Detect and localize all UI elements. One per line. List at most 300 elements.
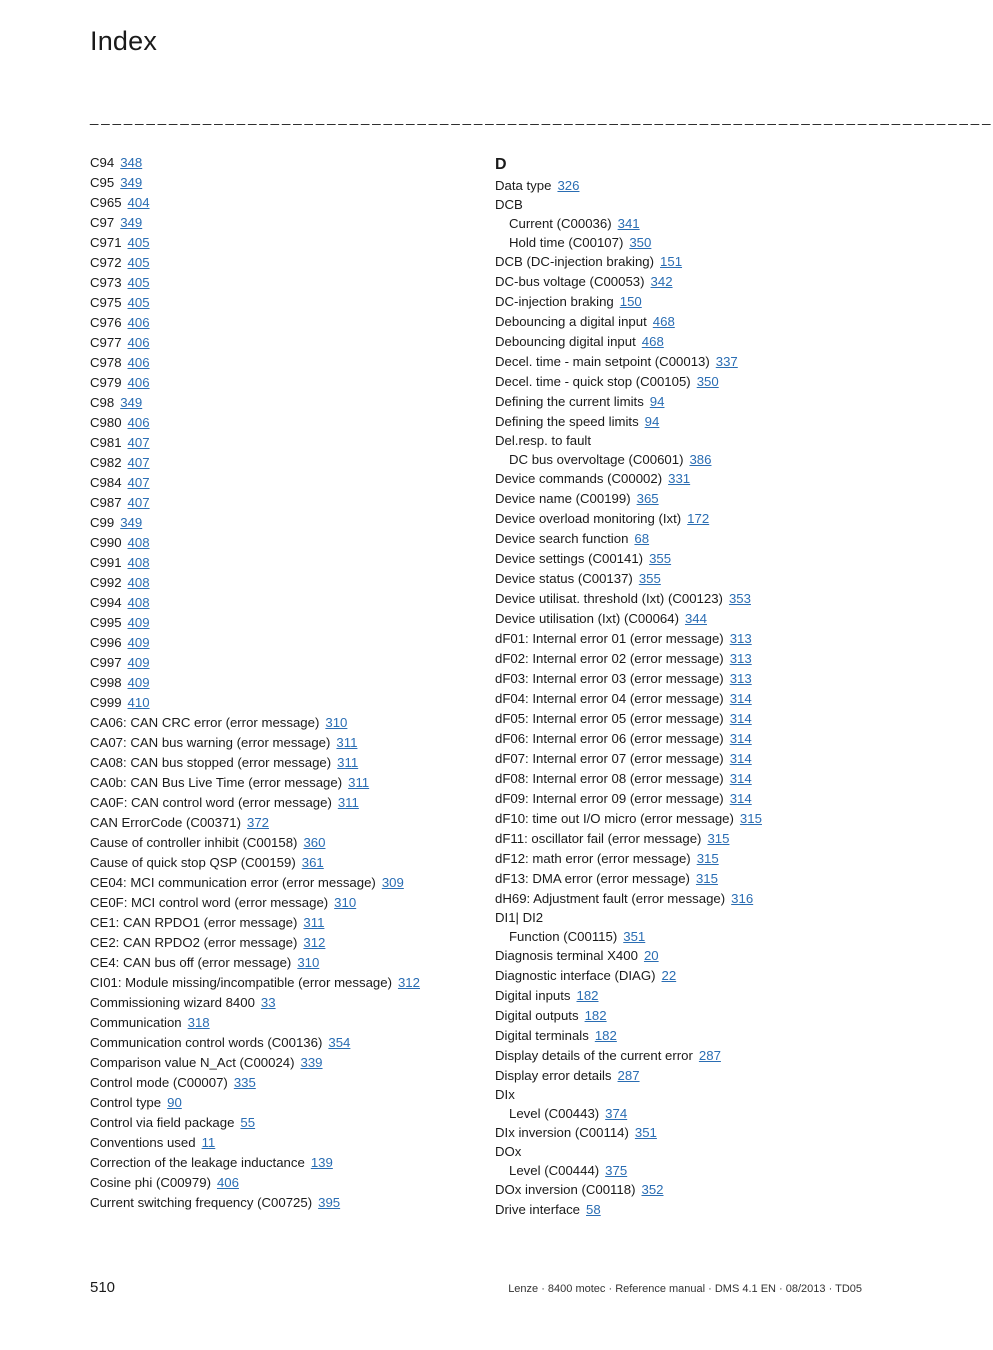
index-entry-text: Decel. time - main setpoint (C00013) xyxy=(495,354,710,369)
index-entry xyxy=(495,889,875,909)
page-link[interactable]: 409 xyxy=(127,615,150,630)
index-entry xyxy=(495,292,875,312)
index-entry xyxy=(90,1113,470,1133)
page-link[interactable]: 349 xyxy=(120,175,143,190)
index-entry-text: CE0F: MCI control word (error message) xyxy=(90,895,329,910)
index-entry xyxy=(90,1193,470,1213)
header-rule: ________________________________________________________________________________ xyxy=(90,109,993,126)
page-link[interactable]: 468 xyxy=(641,334,664,349)
index-entry xyxy=(90,973,470,993)
index-entry-text: dF10: time out I/O micro (error message) xyxy=(495,811,734,826)
index-entry xyxy=(90,853,470,873)
page-link[interactable]: 313 xyxy=(729,671,752,686)
index-entry xyxy=(495,509,875,529)
index-entry-text: C991 xyxy=(90,555,122,570)
index-entry-text: dF11: oscillator fail (error message) xyxy=(495,831,702,846)
page-link[interactable]: 408 xyxy=(127,575,150,590)
index-entry-text: C999 xyxy=(90,695,122,710)
index-entry-text: DI1| DI2 xyxy=(495,910,544,925)
index-entry xyxy=(495,769,875,789)
index-entry xyxy=(495,312,875,332)
index-entry-text: dF09: Internal error 09 (error message) xyxy=(495,791,724,806)
index-entry-text: dF07: Internal error 07 (error message) xyxy=(495,751,724,766)
index-entry-text: Debouncing digital input xyxy=(495,334,636,349)
index-entry-text: Control mode (C00007) xyxy=(90,1075,228,1090)
index-entry-text: CA0F: CAN control word (error message) xyxy=(90,795,332,810)
index-entry-text: dF06: Internal error 06 (error message) xyxy=(495,731,724,746)
page-link[interactable]: 22 xyxy=(661,968,677,983)
index-entry xyxy=(90,173,470,193)
page-link[interactable]: 406 xyxy=(127,315,150,330)
page-link[interactable]: 406 xyxy=(216,1175,239,1190)
page-link[interactable]: 409 xyxy=(127,655,150,670)
page-link[interactable]: 335 xyxy=(233,1075,256,1090)
index-entry xyxy=(495,1180,875,1200)
page-link[interactable]: 314 xyxy=(729,791,752,806)
index-entry xyxy=(495,489,875,509)
index-entry-text: C994 xyxy=(90,595,122,610)
index-entry xyxy=(495,869,875,889)
index-entry-text: Current (C00036) xyxy=(509,216,612,231)
index-entry xyxy=(495,946,875,966)
index-entry-text: DCB xyxy=(495,197,523,212)
page-link[interactable]: 353 xyxy=(728,591,751,606)
index-entry xyxy=(90,713,470,733)
index-entry-text: CE2: CAN RPDO2 (error message) xyxy=(90,935,298,950)
index-entry-text: C978 xyxy=(90,355,122,370)
page-link[interactable]: 318 xyxy=(187,1015,210,1030)
index-entry xyxy=(90,1093,470,1113)
index-entry-text: Control via field package xyxy=(90,1115,235,1130)
page-link[interactable]: 172 xyxy=(687,511,710,526)
index-entry xyxy=(90,413,470,433)
index-entry-text: Device utilisation (Ixt) (C00064) xyxy=(495,611,679,626)
index-entry-text: Level (C00444) xyxy=(509,1163,600,1178)
page-link[interactable]: 407 xyxy=(127,455,150,470)
index-entry xyxy=(90,253,470,273)
index-column-left xyxy=(90,153,470,1213)
index-entry-text: DIx inversion (C00114) xyxy=(495,1125,629,1140)
page-link[interactable]: 150 xyxy=(619,294,642,309)
index-entry xyxy=(90,613,470,633)
page-link[interactable]: 341 xyxy=(617,216,640,231)
page-link[interactable]: 348 xyxy=(120,155,143,170)
page-link[interactable]: 386 xyxy=(689,452,712,467)
index-entry xyxy=(495,469,875,489)
index-entry-text: Digital terminals xyxy=(495,1028,589,1043)
index-entry-text: Diagnosis terminal X400 xyxy=(495,948,638,963)
index-entry xyxy=(495,729,875,749)
index-entry-text: Level (C00443) xyxy=(509,1106,600,1121)
index-entry xyxy=(495,909,875,927)
page-link[interactable]: 409 xyxy=(127,675,150,690)
index-entry xyxy=(495,1066,875,1086)
index-letter-heading xyxy=(495,153,875,176)
page-link[interactable]: 315 xyxy=(739,811,762,826)
index-entry xyxy=(90,1073,470,1093)
index-entry-text: Defining the current limits xyxy=(495,394,644,409)
index-entry xyxy=(495,272,875,292)
index-entry xyxy=(90,1013,470,1033)
page-link[interactable]: 55 xyxy=(240,1115,256,1130)
page-link[interactable]: 315 xyxy=(696,851,719,866)
index-entry xyxy=(90,513,470,533)
index-entry-text: C979 xyxy=(90,375,122,390)
page-link[interactable]: 310 xyxy=(297,955,320,970)
page-link[interactable]: 395 xyxy=(318,1195,341,1210)
page-link[interactable]: 372 xyxy=(246,815,269,830)
page-link[interactable]: 355 xyxy=(638,571,661,586)
page-link[interactable]: 58 xyxy=(586,1202,601,1217)
page-link[interactable]: 311 xyxy=(337,755,359,770)
index-entry xyxy=(495,649,875,669)
index-entry xyxy=(495,569,875,589)
page-link[interactable]: 313 xyxy=(729,631,752,646)
page-link[interactable]: 312 xyxy=(397,975,420,990)
page-link[interactable]: 311 xyxy=(337,795,359,810)
page-link[interactable]: 314 xyxy=(729,751,752,766)
page-link[interactable]: 405 xyxy=(127,295,150,310)
index-entry xyxy=(90,673,470,693)
index-entry-text: CE1: CAN RPDO1 (error message) xyxy=(90,915,298,930)
index-entry-text: dF13: DMA error (error message) xyxy=(495,871,690,886)
page-link[interactable]: 404 xyxy=(127,195,150,210)
page-link[interactable]: 405 xyxy=(127,235,150,250)
page-link[interactable]: 406 xyxy=(127,355,150,370)
page-link[interactable]: 182 xyxy=(576,988,599,1003)
index-entry xyxy=(90,993,470,1013)
index-entry-text: C975 xyxy=(90,295,122,310)
page-link[interactable]: 374 xyxy=(605,1106,628,1121)
index-entry xyxy=(90,233,470,253)
page-link[interactable]: 314 xyxy=(729,731,752,746)
index-entry-text: Display error details xyxy=(495,1068,612,1083)
index-entry xyxy=(90,493,470,513)
index-entry-text: Digital inputs xyxy=(495,988,571,1003)
index-entry-text: Display details of the current error xyxy=(495,1048,693,1063)
index-entry xyxy=(495,1123,875,1143)
index-entry-text: Digital outputs xyxy=(495,1008,579,1023)
index-entry xyxy=(495,233,875,252)
page-link[interactable]: 360 xyxy=(303,835,326,850)
page-link[interactable]: 94 xyxy=(644,414,660,429)
page-link[interactable]: 361 xyxy=(301,855,324,870)
page-link[interactable]: 344 xyxy=(684,611,707,626)
index-entry-text: CA08: CAN bus stopped (error message) xyxy=(90,755,332,770)
index-entry-text: Data type xyxy=(495,178,552,193)
index-entry-text: Communication control words (C00136) xyxy=(90,1035,323,1050)
index-entry xyxy=(495,252,875,272)
page-link[interactable]: 468 xyxy=(652,314,675,329)
page-link[interactable]: 316 xyxy=(731,891,754,906)
index-entry xyxy=(90,313,470,333)
index-entry-text: C996 xyxy=(90,635,122,650)
index-entry xyxy=(495,450,875,469)
index-entry-text: C998 xyxy=(90,675,122,690)
page-link[interactable]: 11 xyxy=(201,1135,216,1150)
index-entry-text: Communication xyxy=(90,1015,182,1030)
page-link[interactable]: 310 xyxy=(334,895,357,910)
index-entry-text: Device utilisat. threshold (Ixt) (C00123) xyxy=(495,591,723,606)
index-entry-text: C997 xyxy=(90,655,122,670)
index-entry xyxy=(90,293,470,313)
page-link[interactable]: 312 xyxy=(303,935,326,950)
page-link[interactable]: 311 xyxy=(336,735,358,750)
index-entry-text: Hold time (C00107) xyxy=(509,235,624,250)
index-entry-text: C984 xyxy=(90,475,122,490)
page-link[interactable]: 20 xyxy=(643,948,659,963)
page-link[interactable]: 337 xyxy=(715,354,738,369)
index-entry-text: Device status (C00137) xyxy=(495,571,633,586)
page-link[interactable]: 409 xyxy=(127,635,150,650)
page-link[interactable]: 407 xyxy=(127,435,150,450)
index-entry xyxy=(495,176,875,196)
page-link[interactable]: 314 xyxy=(729,711,752,726)
index-entry xyxy=(495,986,875,1006)
index-entry-text: C987 xyxy=(90,495,122,510)
index-entry xyxy=(495,809,875,829)
index-entry-text: CA07: CAN bus warning (error message) xyxy=(90,735,331,750)
page-link[interactable]: 309 xyxy=(381,875,404,890)
page-title: Index xyxy=(90,26,158,56)
index-entry-text: DOx xyxy=(495,1144,522,1159)
index-entry-text: C976 xyxy=(90,315,122,330)
page-link[interactable]: 410 xyxy=(127,695,150,710)
page-link[interactable]: 406 xyxy=(127,415,150,430)
page-link[interactable]: 33 xyxy=(260,995,276,1010)
page-link[interactable]: 331 xyxy=(668,471,691,486)
index-entry xyxy=(495,966,875,986)
page-link[interactable]: 375 xyxy=(605,1163,628,1178)
index-entry xyxy=(90,373,470,393)
page-link[interactable]: 311 xyxy=(348,775,370,790)
index-entry-text: Device overload monitoring (Ixt) xyxy=(495,511,682,526)
index-entry xyxy=(495,629,875,649)
index-entry xyxy=(90,653,470,673)
page-link[interactable]: 354 xyxy=(328,1035,351,1050)
index-entry xyxy=(495,1006,875,1026)
page-link[interactable]: 405 xyxy=(127,275,150,290)
index-entry-text: Current switching frequency (C00725) xyxy=(90,1195,313,1210)
index-entry xyxy=(495,1026,875,1046)
index-entry xyxy=(495,529,875,549)
index-entry-text: CI01: Module missing/incompatible (error message) xyxy=(90,975,392,990)
page-link[interactable]: 326 xyxy=(557,178,580,193)
index-entry xyxy=(495,392,875,412)
page-link[interactable]: 406 xyxy=(127,375,150,390)
index-entry-text: Decel. time - quick stop (C00105) xyxy=(495,374,691,389)
index-entry xyxy=(495,709,875,729)
page-link[interactable]: 182 xyxy=(584,1008,607,1023)
index-entry xyxy=(495,412,875,432)
page-link[interactable]: 408 xyxy=(127,535,150,550)
page-link[interactable]: 311 xyxy=(303,915,325,930)
index-entry-text: C95 xyxy=(90,175,115,190)
index-entry-text: dF02: Internal error 02 (error message) xyxy=(495,651,724,666)
index-entry xyxy=(495,609,875,629)
index-entry xyxy=(90,893,470,913)
index-entry-text: Control type xyxy=(90,1095,162,1110)
index-entry xyxy=(495,1161,875,1180)
index-entry xyxy=(495,689,875,709)
index-entry-text: Device name (C00199) xyxy=(495,491,631,506)
page-link[interactable]: 350 xyxy=(696,374,719,389)
index-entry xyxy=(90,453,470,473)
index-entry xyxy=(495,372,875,392)
index-entry xyxy=(90,753,470,773)
page-link[interactable]: 287 xyxy=(617,1068,640,1083)
page-link[interactable]: 314 xyxy=(729,691,752,706)
index-entry-text: CA0b: CAN Bus Live Time (error message) xyxy=(90,775,343,790)
index-entry xyxy=(90,433,470,453)
index-entry-text: Function (C00115) xyxy=(509,929,618,944)
page-link[interactable]: 68 xyxy=(634,531,650,546)
index-entry xyxy=(495,214,875,233)
index-entry-text: C971 xyxy=(90,235,122,250)
index-entry-text: dF04: Internal error 04 (error message) xyxy=(495,691,724,706)
page-link[interactable]: 315 xyxy=(695,871,718,886)
page-link[interactable]: 350 xyxy=(629,235,652,250)
index-entry xyxy=(495,352,875,372)
index-entry xyxy=(495,196,875,214)
index-entry xyxy=(90,153,470,173)
index-entry-text: CAN ErrorCode (C00371) xyxy=(90,815,241,830)
index-entry-text: Debouncing a digital input xyxy=(495,314,647,329)
index-entry xyxy=(495,669,875,689)
index-entry xyxy=(90,1053,470,1073)
index-entry xyxy=(90,193,470,213)
index-entry-text: DCB (DC-injection braking) xyxy=(495,254,655,269)
index-entry-text: Device search function xyxy=(495,531,629,546)
index-entry xyxy=(90,693,470,713)
index-entry-text: dF01: Internal error 01 (error message) xyxy=(495,631,724,646)
index-entry-text: DIx xyxy=(495,1087,515,1102)
page-link[interactable]: 407 xyxy=(127,475,150,490)
page-link[interactable]: 151 xyxy=(660,254,683,269)
index-entry-text: C99 xyxy=(90,515,115,530)
index-entry xyxy=(90,333,470,353)
index-entry xyxy=(90,633,470,653)
index-entry-text: Comparison value N_Act (C00024) xyxy=(90,1055,295,1070)
index-entry-text: DC bus overvoltage (C00601) xyxy=(509,452,684,467)
page-link[interactable]: 342 xyxy=(650,274,673,289)
page-link[interactable]: 351 xyxy=(634,1125,657,1140)
index-entry xyxy=(90,773,470,793)
index-entry xyxy=(495,432,875,450)
index-entry xyxy=(90,933,470,953)
index-entry-text: C980 xyxy=(90,415,122,430)
index-entry xyxy=(90,953,470,973)
index-entry xyxy=(495,829,875,849)
page-number: 510 xyxy=(90,1279,116,1296)
index-entry-text: DOx inversion (C00118) xyxy=(495,1182,636,1197)
index-entry-text: DC-injection braking xyxy=(495,294,614,309)
page-link[interactable]: 94 xyxy=(649,394,665,409)
page-link[interactable]: 339 xyxy=(300,1055,323,1070)
page-link[interactable]: 314 xyxy=(729,771,752,786)
page-link[interactable]: 355 xyxy=(649,551,672,566)
index-entry-text: Diagnostic interface (DIAG) xyxy=(495,968,656,983)
page-link[interactable]: 352 xyxy=(641,1182,664,1197)
index-entry xyxy=(90,1033,470,1053)
index-entry-text: Commissioning wizard 8400 xyxy=(90,995,255,1010)
index-entry-text: C972 xyxy=(90,255,122,270)
index-entry xyxy=(495,549,875,569)
page-link[interactable]: 351 xyxy=(623,929,646,944)
index-entry-text: CE04: MCI communication error (error message) xyxy=(90,875,376,890)
index-entry-text: Drive interface xyxy=(495,1202,581,1217)
index-entry-text: dF05: Internal error 05 (error message) xyxy=(495,711,724,726)
index-entry xyxy=(495,1104,875,1123)
index-entry-text: D xyxy=(495,156,507,173)
page-link[interactable]: 313 xyxy=(729,651,752,666)
index-entry-text: Conventions used xyxy=(90,1135,196,1150)
index-entry-text: CA06: CAN CRC error (error message) xyxy=(90,715,320,730)
index-entry-text: C94 xyxy=(90,155,115,170)
page-link[interactable]: 287 xyxy=(698,1048,721,1063)
index-entry-text: CE4: CAN bus off (error message) xyxy=(90,955,292,970)
index-entry xyxy=(90,833,470,853)
page-link[interactable]: 310 xyxy=(325,715,348,730)
index-entry xyxy=(495,789,875,809)
index-entry-text: dH69: Adjustment fault (error message) xyxy=(495,891,726,906)
index-entry xyxy=(90,873,470,893)
index-entry-text: dF12: math error (error message) xyxy=(495,851,691,866)
index-entry-text: Cosine phi (C00979) xyxy=(90,1175,211,1190)
index-entry-text: dF08: Internal error 08 (error message) xyxy=(495,771,724,786)
index-entry xyxy=(495,589,875,609)
page-link[interactable]: 408 xyxy=(127,595,150,610)
index-entry xyxy=(90,733,470,753)
index-entry-text: C965 xyxy=(90,195,122,210)
index-entry xyxy=(90,393,470,413)
index-entry xyxy=(90,473,470,493)
index-entry-text: Cause of controller inhibit (C00158) xyxy=(90,835,298,850)
index-entry xyxy=(495,1143,875,1161)
index-entry xyxy=(90,273,470,293)
page-link[interactable]: 405 xyxy=(127,255,150,270)
page-link[interactable]: 315 xyxy=(707,831,730,846)
index-entry xyxy=(495,749,875,769)
index-entry xyxy=(495,1200,875,1220)
page-link[interactable]: 365 xyxy=(636,491,659,506)
index-entry-text: C973 xyxy=(90,275,122,290)
document-info: Lenze · 8400 motec · Reference manual · DMS 4.1 EN · 08/2013 · TD05 xyxy=(508,1283,862,1295)
page-link[interactable]: 90 xyxy=(167,1095,182,1110)
page-link[interactable]: 182 xyxy=(594,1028,617,1043)
index-entry-text: C977 xyxy=(90,335,122,350)
index-entry xyxy=(90,213,470,233)
index-entry xyxy=(495,927,875,946)
page-link[interactable]: 408 xyxy=(127,555,150,570)
page-link[interactable]: 139 xyxy=(310,1155,333,1170)
page-link[interactable]: 349 xyxy=(120,395,143,410)
index-entry xyxy=(495,332,875,352)
page-link[interactable]: 349 xyxy=(120,215,143,230)
index-entry xyxy=(90,793,470,813)
index-entry-text: Defining the speed limits xyxy=(495,414,639,429)
index-column-right xyxy=(495,152,875,1220)
page-link[interactable]: 349 xyxy=(120,515,143,530)
index-entry-text: DC-bus voltage (C00053) xyxy=(495,274,645,289)
index-entry-text: C982 xyxy=(90,455,122,470)
page-link[interactable]: 406 xyxy=(127,335,150,350)
index-entry xyxy=(90,593,470,613)
page-link[interactable]: 407 xyxy=(127,495,150,510)
index-entry xyxy=(90,1153,470,1173)
index-entry-text: Del.resp. to fault xyxy=(495,433,592,448)
index-entry-text: C990 xyxy=(90,535,122,550)
